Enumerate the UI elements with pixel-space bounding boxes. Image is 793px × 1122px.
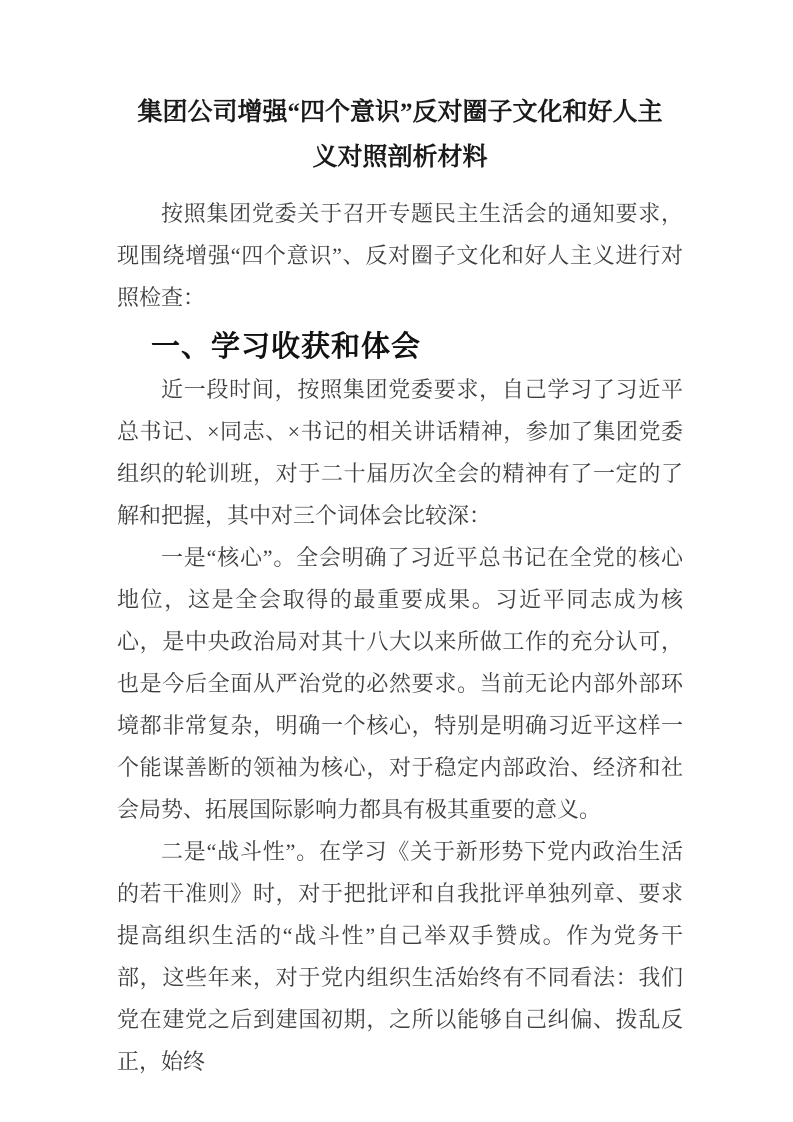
paragraph-point-one-core: 一是“核心”。全会明确了习近平总书记在全党的核心地位，这是全会取得的最重要成果。习近平同志成为核心，是中央政治局对其十八大以来所做工作的充分认可，也是今后全面从严治党的必然要求。当前无论内部外部环境都非常复杂，明确一个核心，特别是明确习近平这样一个能谋善断的领袖为核心，对于稳定内部政治、经济和社会局势、拓展国际影响力都具有极其重要的意义。 [117,545,683,822]
paragraph-intro: 按照集团党委关于召开专题民主生活会的通知要求，现围绕增强“四个意识”、反对圈子文化和好人主义进行对照检查： [117,201,683,310]
document-title-line-1: 集团公司增强“四个意识”反对圈子文化和好人主 [137,99,663,126]
document-title [117,90,683,180]
paragraph-study-overview: 近一段时间，按照集团党委要求，自己学习了习近平总书记、×同志、×书记的相关讲话精神，参加了集团党委组织的轮训班，对于二十届历次全会的精神有了一定的了解和把握，其中对三个词体会比较深： [117,377,683,528]
paragraph-point-two-combativeness: 二是“战斗性”。在学习《关于新形势下党内政治生活的若干准则》时，对于把批评和自我批评单独列章、要求提高组织生活的“战斗性”自己举双手赞成。作为党务干部，这些年来，对于党内组织生活始终有不同看法：我们党在建党之后到建国初期，之所以能够自己纠偏、拨乱反正，始终 [117,839,683,1074]
section-heading-study-gains: 一、学习收获和体会 [151,331,422,363]
document-title-line-2: 义对照剖析材料 [312,144,488,171]
